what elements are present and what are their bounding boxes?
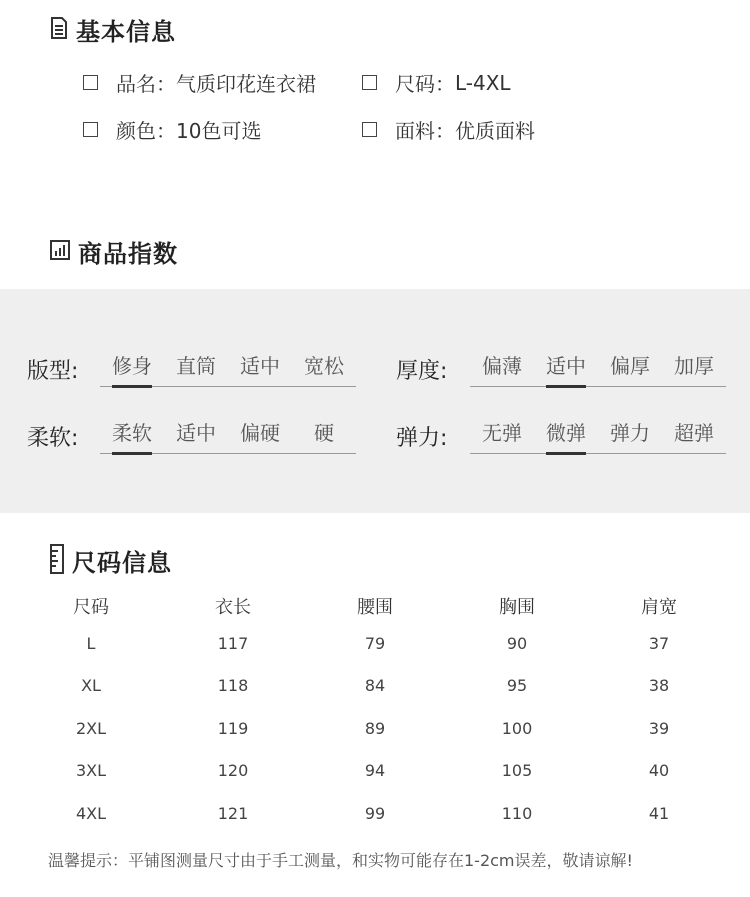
- info-value: 气质印花连衣裙: [176, 72, 316, 96]
- column-header: 尺码: [73, 597, 109, 618]
- table-cell: 117: [217, 633, 249, 653]
- metric-option: 修身: [100, 352, 164, 386]
- metric-option: 硬: [314, 421, 334, 445]
- metric-option: 直筒: [176, 354, 216, 378]
- metrics-header: [50, 234, 178, 269]
- table-cell: 39: [648, 718, 670, 738]
- column-header: 肩宽: [641, 597, 677, 618]
- table-cell: 99: [364, 803, 386, 823]
- metric-label-fit: 版型:: [27, 359, 79, 384]
- table-cell: 95: [506, 676, 528, 696]
- info-item-name: [83, 68, 316, 97]
- metric-option: 适中: [534, 352, 598, 386]
- table-cell: 120: [217, 761, 249, 781]
- metrics-title: 商品指数: [78, 240, 178, 268]
- table-cell: 4XL: [75, 803, 107, 823]
- info-label: 面料：: [395, 119, 455, 143]
- metric-option: 偏厚: [610, 354, 650, 378]
- table-cell: 94: [364, 761, 386, 781]
- metric-label-thickness: 厚度:: [396, 359, 448, 384]
- table-cell: 3XL: [75, 761, 107, 781]
- info-value: 10色可选: [176, 119, 262, 143]
- metric-label-softness: 柔软:: [27, 426, 79, 451]
- metric-option: 偏硬: [240, 421, 280, 445]
- table-cell: XL: [81, 676, 101, 696]
- metric-options-elasticity: [470, 419, 726, 454]
- table-cell: 100: [501, 718, 533, 738]
- checkbox-icon: [362, 75, 377, 90]
- info-label: 尺码：: [395, 72, 455, 96]
- metrics-panel: [0, 289, 750, 513]
- table-cell: 38: [648, 676, 670, 696]
- info-label: 品名：: [116, 72, 176, 96]
- table-cell: 105: [501, 761, 533, 781]
- metric-options-fit: [100, 352, 356, 387]
- table-cell: 41: [648, 803, 670, 823]
- checkbox-icon: [83, 122, 98, 137]
- table-row: [20, 792, 730, 835]
- table-row: [20, 750, 730, 793]
- table-cell: 110: [501, 803, 533, 823]
- info-value: L-4XL: [455, 70, 511, 95]
- table-header-row: [20, 590, 730, 622]
- table-cell: 79: [364, 633, 386, 653]
- info-label: 颜色：: [116, 119, 176, 143]
- metric-option: 宽松: [304, 354, 344, 378]
- table-cell: L: [86, 633, 96, 653]
- table-cell: 118: [217, 676, 249, 696]
- table-cell: 121: [217, 803, 249, 823]
- table-cell: 84: [364, 676, 386, 696]
- basic-info-title: 基本信息: [76, 18, 176, 46]
- info-item-fabric: [362, 115, 535, 144]
- table-row: [20, 665, 730, 708]
- table-cell: 37: [648, 633, 670, 653]
- checkbox-icon: [362, 122, 377, 137]
- metric-option: 适中: [176, 421, 216, 445]
- metric-options-softness: [100, 419, 356, 454]
- bar-chart-icon: [50, 240, 70, 264]
- size-table: [20, 590, 730, 835]
- column-header: 衣长: [215, 597, 251, 618]
- metric-option: 弹力: [610, 421, 650, 445]
- table-row: [20, 622, 730, 665]
- metric-option: 无弹: [482, 421, 522, 445]
- size-info-header: [50, 543, 172, 578]
- metric-options-thickness: [470, 352, 726, 387]
- metric-option: 加厚: [674, 354, 714, 378]
- table-cell: 89: [364, 718, 386, 738]
- metric-label-elasticity: 弹力:: [396, 426, 448, 451]
- metric-option: 柔软: [100, 419, 164, 453]
- size-info-title: 尺码信息: [72, 549, 172, 577]
- info-item-size: [362, 68, 511, 97]
- table-cell: 2XL: [75, 718, 107, 738]
- info-value: 优质面料: [455, 119, 535, 143]
- info-item-color: [83, 115, 261, 144]
- table-cell: 119: [217, 718, 249, 738]
- table-row: [20, 707, 730, 750]
- basic-info-header: [50, 12, 176, 47]
- size-note: 温馨提示：平铺图测量尺寸由于手工测量，和实物可能存在1-2cm误差，敬请谅解!: [48, 851, 633, 870]
- metric-option: 适中: [240, 354, 280, 378]
- metric-option: 偏薄: [482, 354, 522, 378]
- column-header: 腰围: [357, 597, 393, 618]
- checkbox-icon: [83, 75, 98, 90]
- table-cell: 90: [506, 633, 528, 653]
- ruler-icon: [50, 544, 64, 578]
- metric-option: 微弹: [534, 419, 598, 453]
- document-icon: [50, 17, 68, 43]
- table-cell: 40: [648, 761, 670, 781]
- column-header: 胸围: [499, 597, 535, 618]
- metric-option: 超弹: [674, 421, 714, 445]
